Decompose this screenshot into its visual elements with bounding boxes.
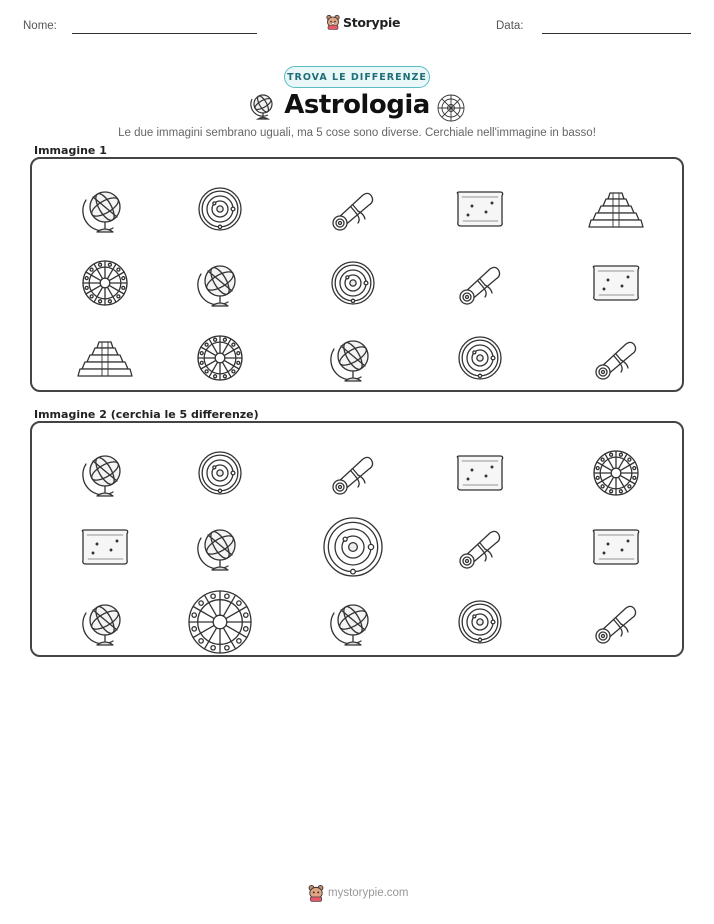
- globe-icon: [315, 586, 391, 658]
- bear-logo-icon: [326, 14, 340, 30]
- tablet-icon: [442, 437, 518, 509]
- orbit-icon: [182, 437, 258, 509]
- grid-cell: [578, 322, 654, 394]
- image-2-panel[interactable]: [30, 421, 684, 657]
- grid-cell[interactable]: [182, 511, 258, 583]
- panel2-label: Immagine 2 (cerchia le 5 differenze): [34, 408, 259, 421]
- grid-cell[interactable]: [578, 511, 654, 583]
- footer: [308, 884, 409, 902]
- pyramid-icon: [67, 322, 143, 394]
- tablet-icon: [578, 511, 654, 583]
- brand-name: Storypie: [343, 14, 401, 30]
- grid-cell[interactable]: [315, 437, 391, 509]
- tablet-icon: [578, 247, 654, 319]
- grid-cell[interactable]: [182, 437, 258, 509]
- grid-cell[interactable]: [182, 586, 258, 658]
- panel1-label: Immagine 1: [34, 144, 107, 157]
- globe-icon: [67, 586, 143, 658]
- scroll-icon: [442, 511, 518, 583]
- zodiac-wheel-icon: [578, 437, 654, 509]
- grid-cell: [315, 322, 391, 394]
- grid-cell: [182, 247, 258, 319]
- grid-cell[interactable]: [578, 437, 654, 509]
- grid-cell: [67, 322, 143, 394]
- orbit-icon: [182, 173, 258, 245]
- grid-cell[interactable]: [442, 586, 518, 658]
- globe-icon: [182, 511, 258, 583]
- grid-cell[interactable]: [442, 511, 518, 583]
- grid-cell[interactable]: [315, 511, 391, 583]
- bear-logo-icon: [308, 884, 324, 902]
- grid-cell: [442, 247, 518, 319]
- brand-logo: [326, 14, 400, 30]
- grid-cell: [315, 173, 391, 245]
- orbit-icon: [442, 322, 518, 394]
- tablet-icon: [67, 511, 143, 583]
- grid-cell: [67, 173, 143, 245]
- grid-cell: [442, 173, 518, 245]
- name-line[interactable]: [72, 33, 257, 34]
- tablet-icon: [442, 173, 518, 245]
- zodiac-wheel-icon: [182, 322, 258, 394]
- zodiac-wheel-icon: [67, 247, 143, 319]
- globe-icon: [67, 437, 143, 509]
- zodiac-wheel-icon: [436, 93, 466, 123]
- grid-cell: [182, 322, 258, 394]
- grid-cell[interactable]: [578, 586, 654, 658]
- scroll-icon: [315, 437, 391, 509]
- grid-cell[interactable]: [442, 437, 518, 509]
- grid-cell[interactable]: [315, 586, 391, 658]
- scroll-icon: [578, 586, 654, 658]
- orbit-icon: [442, 586, 518, 658]
- instructions: Le due immagini sembrano uguali, ma 5 cose sono diverse. Cerchiale nell'immagine in basso!: [118, 127, 596, 139]
- grid-cell: [67, 247, 143, 319]
- page-title: Astrologia: [284, 90, 430, 120]
- grid-cell: [442, 322, 518, 394]
- scroll-icon: [578, 322, 654, 394]
- footer-url[interactable]: mystorypie.com: [328, 887, 409, 899]
- scroll-icon: [315, 173, 391, 245]
- grid-cell: [315, 247, 391, 319]
- grid-cell: [182, 173, 258, 245]
- orbit-large-icon: [315, 511, 391, 583]
- grid-cell[interactable]: [67, 511, 143, 583]
- grid-cell[interactable]: [67, 437, 143, 509]
- grid-cell: [578, 247, 654, 319]
- globe-icon: [182, 247, 258, 319]
- zodiac-wheel-large-icon: [182, 586, 258, 658]
- scroll-icon: [442, 247, 518, 319]
- date-label: Data:: [496, 20, 524, 32]
- name-label: Nome:: [23, 20, 57, 32]
- date-line[interactable]: [542, 33, 691, 34]
- orbit-icon: [315, 247, 391, 319]
- grid-cell[interactable]: [67, 586, 143, 658]
- grid-cell: [578, 173, 654, 245]
- image-1-panel: [30, 157, 684, 392]
- globe-icon: [315, 322, 391, 394]
- pyramid-icon: [578, 173, 654, 245]
- activity-badge: TROVA LE DIFFERENZE: [284, 66, 430, 88]
- globe-icon: [67, 173, 143, 245]
